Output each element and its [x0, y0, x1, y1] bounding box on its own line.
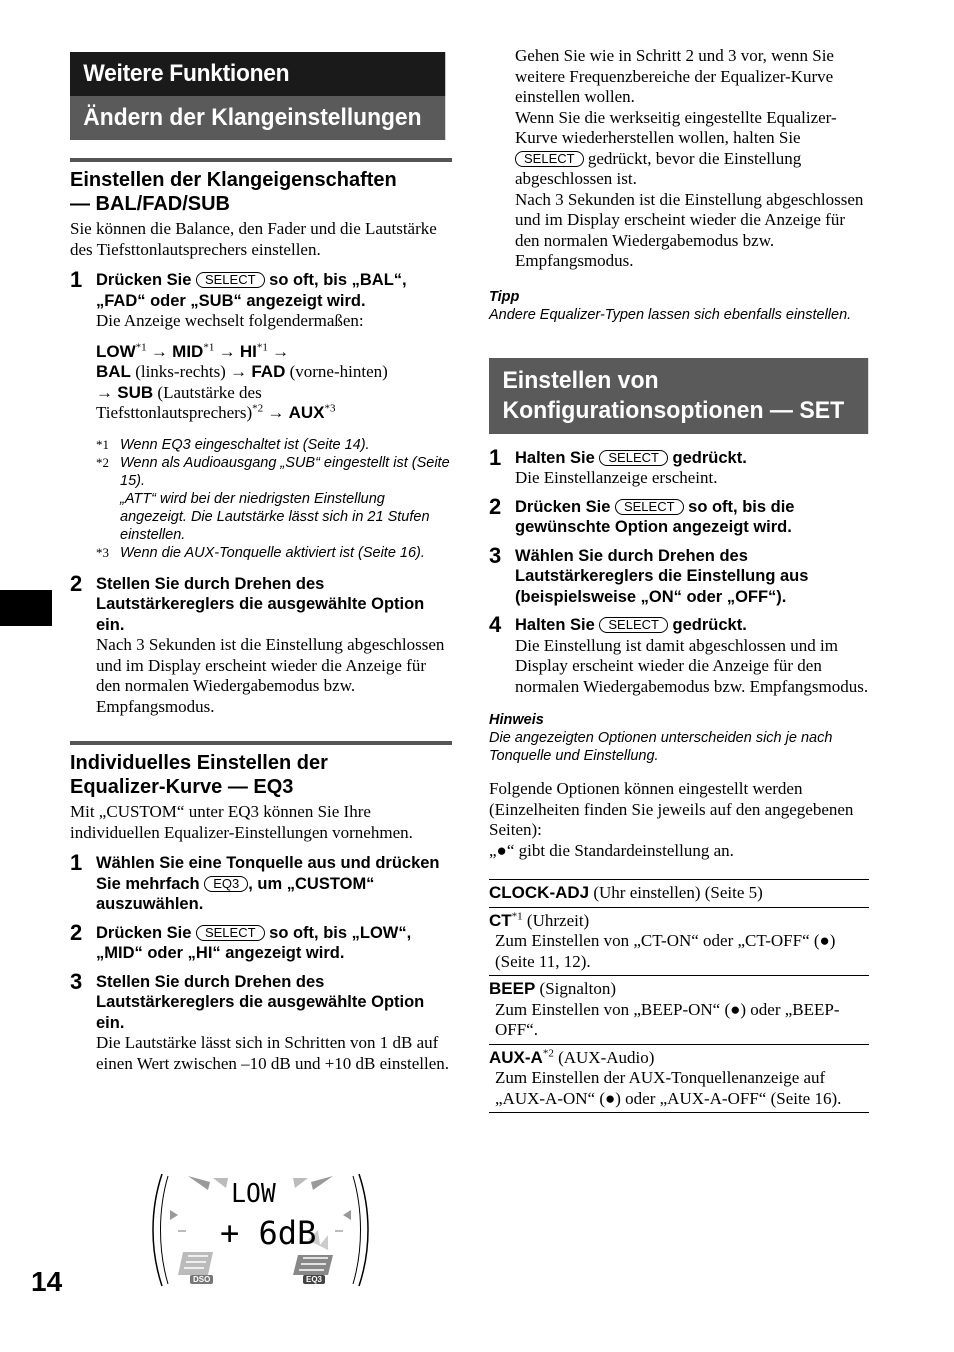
step-title: Wählen Sie eine Tonquelle aus und drücken Sie mehrfach EQ3 , um „CUSTOM“ auszuwählen.: [96, 854, 440, 913]
select-key-icon: SELECT: [515, 151, 584, 167]
chapter-tab-marker: [0, 590, 52, 626]
hint-box: Hinweis Die angezeigten Optionen unterscheiden sich je nach Tonquelle und Einstellung.: [489, 712, 833, 764]
arrow-icon: →: [96, 382, 113, 402]
step-2: [70, 570, 452, 718]
footnote: *1 Wenn EQ3 eingeschaltet ist (Seite 14).: [96, 436, 370, 453]
step-3: [70, 968, 452, 1075]
arrow-icon: →: [267, 403, 285, 422]
intro-text: Mit „CUSTOM“ unter EQ3 können Sie Ihre individuellen Equalizer-Einstellungen vornehmen.: [70, 802, 413, 842]
footnotes: [96, 436, 452, 562]
intro-text: Sie können die Balance, den Fader und die Lautstärke des Tiefsttonlautsprechers einstellen.: [70, 219, 437, 259]
set-step-1: 1 Halten Sie SELECT gedrückt. Die Einstellanzeige erscheint.: [489, 444, 747, 487]
select-key-icon: SELECT: [599, 617, 668, 633]
heading-bal-fad-sub: Einstellen der Klangeigenschaften — BAL/FAD/SUB: [70, 169, 397, 215]
step-number: 1: [70, 267, 83, 292]
step-1: [70, 267, 452, 562]
heading-eq3: Individuelles Einstellen der Equalizer-Kurve — EQ3: [70, 752, 328, 798]
section-banner: Ändern der Klangeinstellungen: [70, 96, 445, 140]
step-number: 1: [70, 850, 83, 875]
table-row: BEEP (Signalton) Zum Einstellen von „BEEP-ON“ (●) oder „BEEP-OFF“.: [489, 976, 869, 1045]
chapter-banner: Weitere Funktionen: [70, 52, 445, 96]
options-table: [489, 879, 869, 1113]
select-key-icon: SELECT: [196, 925, 265, 941]
dso-badge: DSO: [190, 1275, 213, 1284]
page-number: 14: [31, 1266, 63, 1297]
set-step-2: 2 Drücken Sie SELECT so oft, bis die gewünschte Option angezeigt wird.: [489, 493, 795, 536]
arrow-icon: →: [150, 341, 168, 361]
step-title: Drücken Sie SELECT so oft, bis „BAL“, „FAD“ oder „SUB“ angezeigt wird.: [96, 271, 407, 310]
step-text: Die Anzeige wechselt folgendermaßen:: [96, 311, 364, 330]
display-sequence: LOW$^{*1}$ → MID$^{*1}$ → HI$^{*1}$ → BAL (links-rechts) → FAD (vorne-hinten) → SUB (Lautstärke des Tiefsttonlautsprechers)$^{*2}$ → AUX$^{*3}$: [96, 340, 388, 422]
table-row: CT$^{*1}$ (Uhrzeit) Zum Einstellen von „CT-ON“ oder „CT-OFF“ (●) (Seite 11, 12).: [489, 908, 869, 977]
set-section-banner: Einstellen von Konfigurationsoptionen — SET: [489, 358, 868, 434]
step-number: 3: [70, 968, 83, 994]
step-title: Stellen Sie durch Drehen des Lautstärkereglers die ausgewählte Option ein.: [96, 574, 425, 634]
arrow-icon: →: [218, 341, 236, 361]
left-column: [70, 52, 452, 1074]
arrow-icon: →: [230, 362, 248, 381]
footnote: *2 Wenn als Audioausgang „SUB“ eingestellt ist (Seite 15). „ATT“ wird bei der niedrigsten Einstellung angezeigt. Die Lautstärke lässt sich in 21 Stufen einstellen.: [96, 454, 450, 543]
step-number: 2: [70, 919, 83, 945]
arrow-icon: →: [272, 341, 290, 361]
set-step-3: 3 Wählen Sie durch Drehen des Lautstärkereglers die Einstellung aus (beispielsweise „ON“ oder „OFF“).: [489, 542, 809, 606]
lcd-line-2: + 6dB: [220, 1214, 317, 1252]
eq3-badge: EQ3: [303, 1275, 325, 1284]
step-title: Stellen Sie durch Drehen des Lautstärkereglers die ausgewählte Option ein.: [96, 972, 425, 1032]
right-column: [489, 46, 869, 1113]
select-key-icon: SELECT: [615, 499, 684, 515]
step-text: Nach 3 Sekunden ist die Einstellung abgeschlossen und im Display erscheint wieder die Anzeige für den normalen Wiedergabemodus bzw. Empfangsmodus.: [96, 635, 445, 716]
section-rule: [70, 158, 452, 162]
continued-text: Gehen Sie wie in Schritt 2 und 3 vor, wenn Sie weitere Frequenzbereiche der Equalizer-Kurve einstellen wollen. Wenn Sie die werkseitig eingestellte Equalizer-Kurve wiederherstellen wollen, halten Sie SELECT gedrückt, bevor die Einstellung abgeschlossen ist. Nach 3 Sekunden ist die Einstellung abgeschlossen und im Display erscheint wieder die Anzeige für den normalen Wiedergabemodus bzw. Empfangsmodus.: [515, 46, 864, 270]
step-2: [70, 919, 452, 964]
section-rule: [70, 741, 452, 745]
select-key-icon: SELECT: [599, 450, 668, 466]
step-title: Drücken Sie SELECT so oft, bis „LOW“, „MID“ oder „HI“ angezeigt wird.: [96, 923, 412, 962]
lcd-display-illustration: [148, 1170, 373, 1290]
select-key-icon: SELECT: [196, 272, 265, 288]
step-number: 2: [70, 570, 83, 596]
lcd-line-1: LOW: [231, 1179, 276, 1209]
set-step-4: 4 Halten Sie SELECT gedrückt. Die Einstellung ist damit abgeschlossen und im Display erscheint wieder die Anzeige für den normalen Wiedergabemodus bzw. Empfangsmodus.: [489, 612, 869, 696]
eq3-key-icon: EQ3: [204, 876, 248, 892]
tip-box: Tipp Andere Equalizer-Typen lassen sich ebenfalls einstellen.: [489, 288, 852, 323]
footnote: *3 Wenn die AUX-Tonquelle aktiviert ist (Seite 16).: [96, 544, 425, 561]
step-text: Die Lautstärke lässt sich in Schritten von 1 dB auf einen Wert zwischen –10 dB und +10 dB einstellen.: [96, 1033, 450, 1073]
table-row: CLOCK-ADJ (Uhr einstellen) (Seite 5): [489, 880, 869, 908]
options-intro: Folgende Optionen können eingestellt werden (Einzelheiten finden Sie jeweils auf den angegebenen Seiten):: [489, 779, 854, 839]
step-1: [70, 850, 452, 915]
table-row: AUX-$A^{*2}$ (AUX-Audio) Zum Einstellen der AUX-Tonquellenanzeige auf „AUX-A-ON“ (●) oder „AUX-A-OFF“ (Seite 16).: [489, 1045, 869, 1114]
default-note: „●“ gibt die Standardeinstellung an.: [489, 840, 734, 860]
